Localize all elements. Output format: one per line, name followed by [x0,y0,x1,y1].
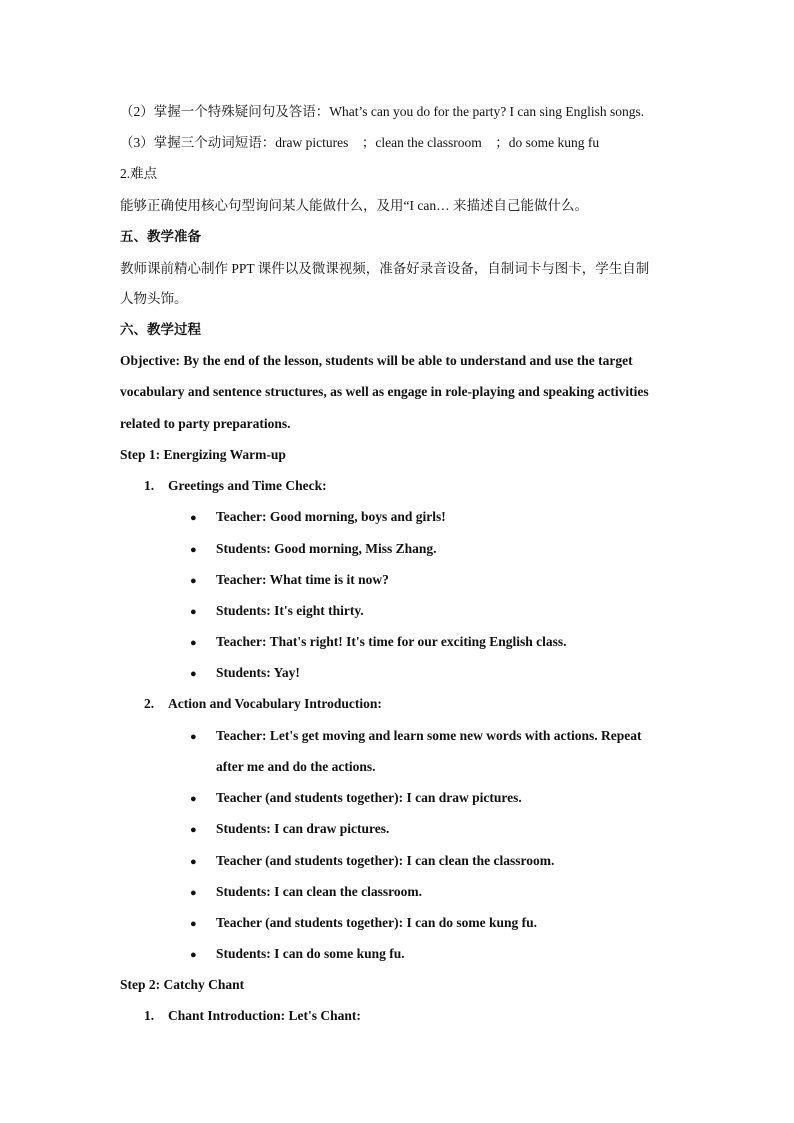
list-number: 2. [144,696,155,711]
list-item [190,664,300,683]
bullet-icon: ● [190,887,197,899]
step1-item-1 [144,477,327,495]
bullet-text: Students: It's eight thirty. [216,603,364,618]
list-item [190,883,422,902]
list-number: 1. [144,478,155,493]
list-number: 1. [144,1008,155,1023]
bullet-icon: ● [190,606,197,618]
bullet-text-continued: after me and do the actions. [216,759,376,774]
preparation-text-1: 教师课前精心制作 PPT 课件以及微课视频，准备好录音设备，自制词卡与图卡，学生自制 [120,261,650,276]
bullet-text: Teacher (and students together): I can draw pictures. [216,790,522,805]
list-item [190,789,522,808]
list-item [190,571,389,590]
step2-heading: Step 2: Catchy Chant [120,977,245,992]
bullet-text: Teacher: Good morning, boys and girls! [216,509,446,524]
bullet-text: Students: I can do some kung fu. [216,946,405,961]
bullet-text: Students: Yay! [216,665,300,680]
bullet-icon: ● [190,668,197,680]
bullet-icon: ● [190,918,197,930]
bullet-text: Teacher (and students together): I can do some kung fu. [216,915,538,930]
bullet-text: Students: I can clean the classroom. [216,884,423,899]
bullet-icon: ● [190,575,197,587]
objective-text-2: vocabulary and sentence structures, as well as engage in role-playing and speaking activities [120,384,649,399]
bullet-text: Teacher (and students together): I can clean the classroom. [216,853,555,868]
bullet-icon: ● [190,731,197,743]
objective-line-3: （3）掌握三个动词短语：draw pictures ；clean the classroom ；do some kung fu [120,135,600,150]
bullet-text: Teacher: What time is it now? [216,572,389,587]
objective-line-2: （2）掌握一个特殊疑问句及答语：What’s can you do for the party? I can sing English songs. [120,104,645,119]
list-item-title: Greetings and Time Check: [168,478,327,493]
bullet-icon: ● [190,856,197,868]
step2-item-1 [144,1007,361,1025]
objective-text-1: Objective: By the end of the lesson, students will be able to understand and use the target [120,353,633,368]
list-item [190,945,405,964]
bullet-icon: ● [190,949,197,961]
bullet-text: Teacher: That's right! It's time for our exciting English class. [216,634,567,649]
bullet-icon: ● [190,512,197,524]
difficulty-text: 能够正确使用核心句型询问某人能做什么，及用“I can… 来描述自己能做什么。 [120,198,588,213]
bullet-text: Teacher: Let's get moving and learn some new words with actions. Repeat [216,728,642,743]
difficulty-heading: 2.难点 [120,166,158,181]
bullet-icon: ● [190,544,197,556]
step1-heading: Step 1: Energizing Warm-up [120,447,286,462]
section-heading-preparation: 五、教学准备 [120,229,201,244]
section-heading-process: 六、教学过程 [120,322,201,337]
list-item [190,508,446,527]
bullet-icon: ● [190,793,197,805]
preparation-text-2: 人物头饰。 [120,291,188,306]
objective-text-3: related to party preparations. [120,416,291,431]
list-item [190,852,554,871]
list-item [190,633,567,652]
list-item [190,914,537,933]
list-item [190,540,437,559]
bullet-icon: ● [190,637,197,649]
list-item-title: Action and Vocabulary Introduction: [168,696,382,711]
list-item [190,820,389,839]
list-item [190,727,641,746]
bullet-text: Students: Good morning, Miss Zhang. [216,541,437,556]
list-item [190,602,364,621]
bullet-text: Students: I can draw pictures. [216,821,390,836]
bullet-icon: ● [190,824,197,836]
list-item-title: Chant Introduction: Let's Chant: [168,1008,361,1023]
step1-item-2 [144,695,382,713]
